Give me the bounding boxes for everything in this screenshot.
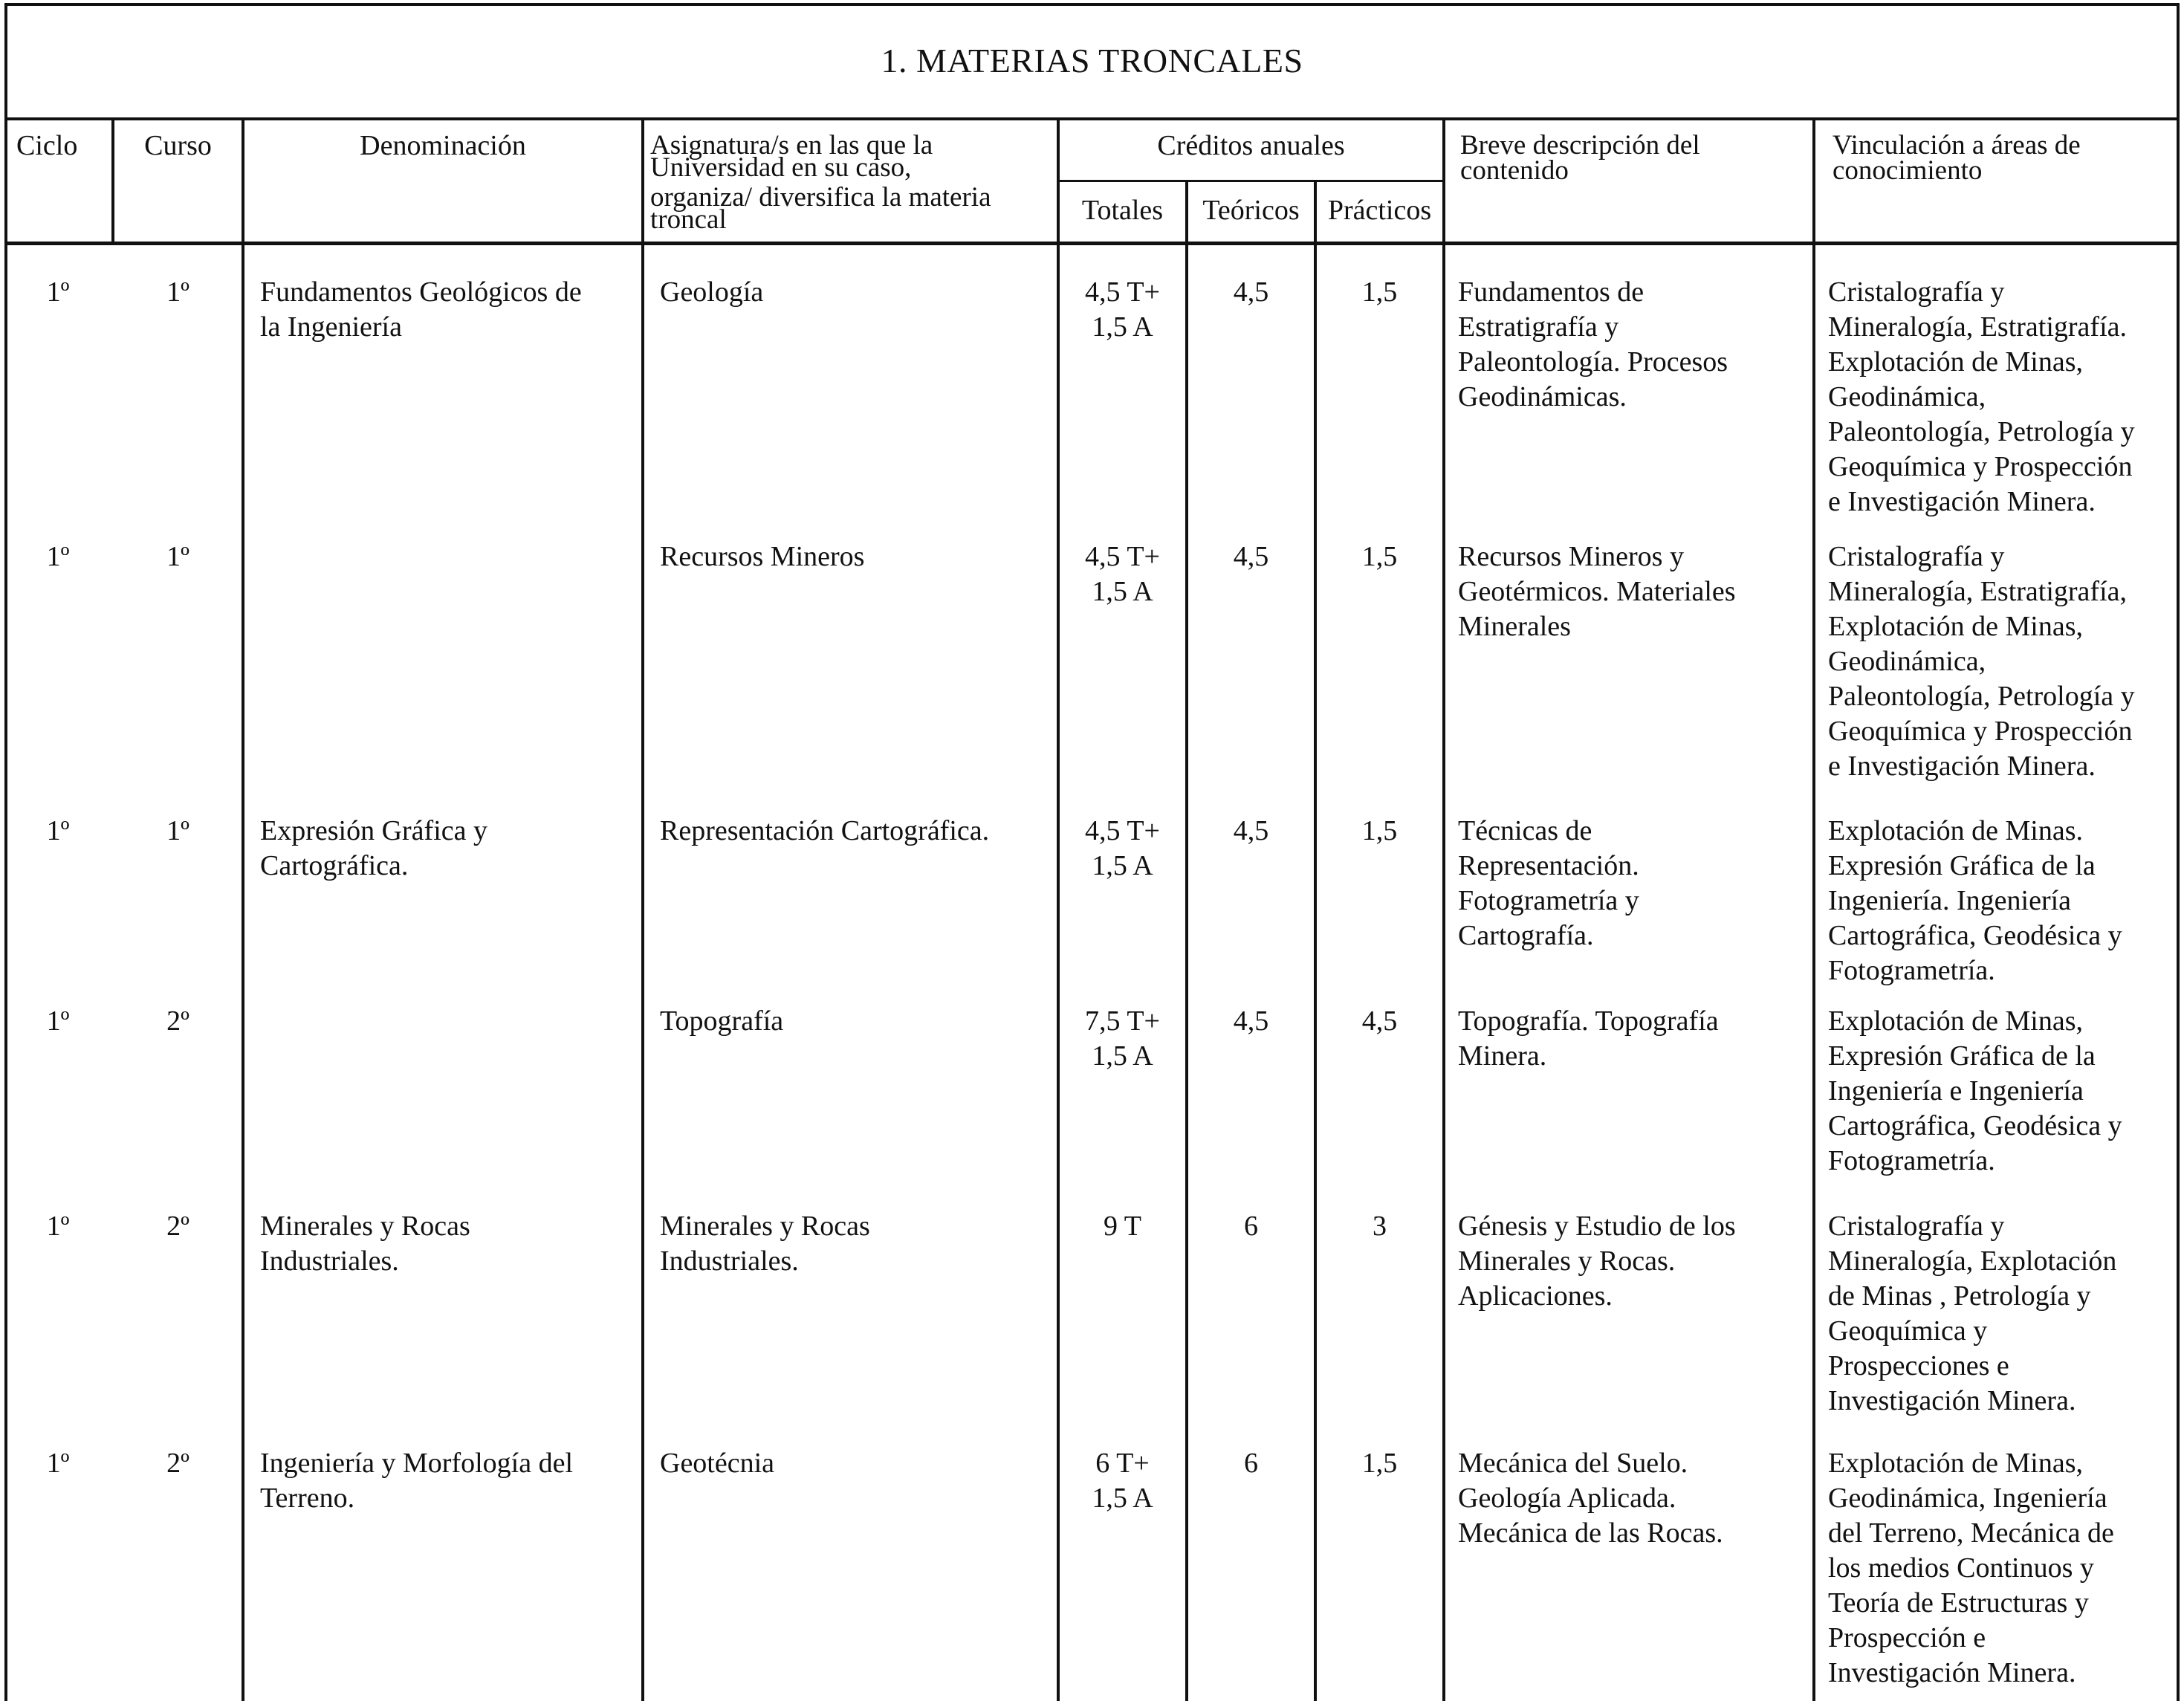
cell-teoricos: 6 <box>1244 1211 1258 1242</box>
header-asignatura-line: organiza/ diversifica la materia <box>650 182 991 213</box>
cell-curso: 2º <box>166 1448 189 1479</box>
cell-ciclo: 1º <box>46 1448 70 1479</box>
cell-teoricos: 6 <box>1244 1448 1258 1479</box>
cell-descripcion: Fotogrametría y <box>1458 885 1639 916</box>
cell-denominacion: Terreno. <box>260 1483 355 1514</box>
header-vinculacion-line: Vinculación a áreas de <box>1833 130 2081 161</box>
header-teoricos: Teóricos <box>1202 195 1300 226</box>
cell-curso: 1º <box>166 541 189 572</box>
header-curso: Curso <box>144 130 212 161</box>
cell-descripcion: Génesis y Estudio de los <box>1458 1211 1736 1242</box>
cell-vinculacion: de Minas , Petrología y <box>1828 1280 2091 1312</box>
col-divider-8 <box>1812 119 1815 1701</box>
header-totales: Totales <box>1081 195 1164 226</box>
cell-totales: 1,5 A <box>1092 576 1153 607</box>
cell-teoricos: 4,5 <box>1233 276 1269 308</box>
col-divider-2 <box>242 119 244 1701</box>
cell-vinculacion: Cartográfica, Geodésica y <box>1828 1110 2122 1141</box>
cell-descripcion: Cartografía. <box>1458 920 1594 951</box>
cell-vinculacion: e Investigación Minera. <box>1828 751 2096 782</box>
cell-denominacion: la Ingeniería <box>260 311 402 343</box>
cell-descripcion: Minerales <box>1458 611 1571 642</box>
header-creditos: Créditos anuales <box>1157 130 1345 161</box>
header-ciclo: Ciclo <box>16 130 78 161</box>
cell-descripcion: Aplicaciones. <box>1458 1280 1613 1312</box>
cell-vinculacion: Geoquímica y Prospección <box>1828 716 2133 747</box>
cell-teoricos: 4,5 <box>1233 541 1269 572</box>
cell-totales: 1,5 A <box>1092 1483 1153 1514</box>
cell-vinculacion: Geoquímica y Prospección <box>1828 451 2133 482</box>
cell-vinculacion: Investigación Minera. <box>1828 1385 2076 1416</box>
cell-descripcion: Estratigrafía y <box>1458 311 1619 343</box>
cell-denominacion: Industriales. <box>260 1245 399 1277</box>
cell-totales: 1,5 A <box>1092 850 1153 881</box>
cell-ciclo: 1º <box>46 1211 70 1242</box>
cell-vinculacion: Paleontología, Petrología y <box>1828 681 2135 712</box>
cell-vinculacion: Expresión Gráfica de la <box>1828 850 2096 881</box>
cell-totales: 1,5 A <box>1092 311 1153 343</box>
cell-vinculacion: del Terreno, Mecánica de <box>1828 1517 2114 1549</box>
cell-vinculacion: Explotación de Minas, <box>1828 611 2083 642</box>
cell-practicos: 4,5 <box>1361 1005 1398 1037</box>
cell-vinculacion: Paleontología, Petrología y <box>1828 416 2135 447</box>
cell-descripcion: Topografía. Topografía <box>1458 1005 1719 1037</box>
cell-vinculacion: Geodinámica, Ingeniería <box>1828 1483 2107 1514</box>
cell-ciclo: 1º <box>46 1005 70 1037</box>
cell-ciclo: 1º <box>46 541 70 572</box>
cell-vinculacion: Cristalografía y <box>1828 276 2005 308</box>
col-divider-3 <box>641 119 644 1701</box>
cell-vinculacion: Ingeniería. Ingeniería <box>1828 885 2072 916</box>
cell-vinculacion: Explotación de Minas. <box>1828 815 2083 846</box>
cell-vinculacion: Mineralogía, Explotación <box>1828 1245 2117 1277</box>
cell-totales: 1,5 A <box>1092 1040 1153 1072</box>
cell-asignatura: Geología <box>660 276 764 308</box>
cell-teoricos: 4,5 <box>1233 1005 1269 1037</box>
cell-totales: 4,5 T+ <box>1085 541 1160 572</box>
cell-practicos: 1,5 <box>1361 276 1398 308</box>
header-asignatura-line: troncal <box>650 204 727 235</box>
cell-curso: 1º <box>166 276 189 308</box>
cell-denominacion: Ingeniería y Morfología del <box>260 1448 574 1479</box>
header-asignatura-line: Asignatura/s en las que la <box>650 130 933 161</box>
cell-vinculacion: Fotogrametría. <box>1828 1145 1995 1176</box>
cell-denominacion: Cartográfica. <box>260 850 409 881</box>
cell-asignatura: Recursos Mineros <box>660 541 865 572</box>
cell-vinculacion: Geodinámica, <box>1828 646 1986 677</box>
cell-descripcion: Paleontología. Procesos <box>1458 346 1728 378</box>
cell-vinculacion: Investigación Minera. <box>1828 1657 2076 1688</box>
header-denominacion: Denominación <box>360 130 526 161</box>
cell-asignatura: Topografía <box>660 1005 784 1037</box>
cell-totales: 4,5 T+ <box>1085 276 1160 308</box>
cell-vinculacion: Ingeniería e Ingeniería <box>1828 1075 2084 1107</box>
cell-vinculacion: e Investigación Minera. <box>1828 486 2096 517</box>
cell-practicos: 3 <box>1373 1211 1387 1242</box>
cell-curso: 2º <box>166 1005 189 1037</box>
header-descripcion-line: Breve descripción del <box>1460 130 1700 161</box>
cell-descripcion: Geodinámicas. <box>1458 381 1627 412</box>
cell-vinculacion: Prospección e <box>1828 1622 1986 1653</box>
cell-denominacion: Fundamentos Geológicos de <box>260 276 582 308</box>
creditos-divider <box>1058 180 1443 182</box>
cell-descripcion: Minera. <box>1458 1040 1547 1072</box>
cell-totales: 9 T <box>1103 1211 1142 1242</box>
cell-vinculacion: Cartográfica, Geodésica y <box>1828 920 2122 951</box>
cell-practicos: 1,5 <box>1361 1448 1398 1479</box>
cell-vinculacion: Cristalografía y <box>1828 1211 2005 1242</box>
cell-vinculacion: Teoría de Estructuras y <box>1828 1587 2089 1619</box>
cell-practicos: 1,5 <box>1361 815 1398 846</box>
cell-practicos: 1,5 <box>1361 541 1398 572</box>
header-divider <box>4 242 2180 245</box>
cell-vinculacion: Explotación de Minas, <box>1828 1005 2083 1037</box>
cell-descripcion: Geotérmicos. Materiales <box>1458 576 1736 607</box>
cell-denominacion: Minerales y Rocas <box>260 1211 470 1242</box>
page-title: 1. MATERIAS TRONCALES <box>881 42 1303 80</box>
cell-vinculacion: Expresión Gráfica de la <box>1828 1040 2096 1072</box>
cell-totales: 6 T+ <box>1095 1448 1150 1479</box>
cell-descripcion: Fundamentos de <box>1458 276 1645 308</box>
cell-asignatura: Geotécnia <box>660 1448 775 1479</box>
cell-curso: 1º <box>166 815 189 846</box>
cell-vinculacion: Mineralogía, Estratigrafía. <box>1828 311 2128 343</box>
cell-vinculacion: los medios Continuos y <box>1828 1552 2094 1584</box>
cell-descripcion: Representación. <box>1458 850 1639 881</box>
cell-ciclo: 1º <box>46 815 70 846</box>
cell-vinculacion: Geoquímica y <box>1828 1315 1988 1347</box>
cell-vinculacion: Fotogrametría. <box>1828 955 1995 986</box>
cell-descripcion: Geología Aplicada. <box>1458 1483 1676 1514</box>
cell-totales: 7,5 T+ <box>1085 1005 1160 1037</box>
cell-asignatura: Representación Cartográfica. <box>660 815 990 846</box>
cell-vinculacion: Geodinámica, <box>1828 381 1986 412</box>
cell-denominacion: Expresión Gráfica y <box>260 815 487 846</box>
title-divider <box>4 117 2180 120</box>
cell-descripcion: Minerales y Rocas. <box>1458 1245 1676 1277</box>
cell-vinculacion: Mineralogía, Estratigrafía, <box>1828 576 2128 607</box>
header-practicos: Prácticos <box>1327 195 1432 226</box>
header-descripcion-line: contenido <box>1460 155 1569 186</box>
cell-asignatura: Minerales y Rocas <box>660 1211 870 1242</box>
header-asignatura-line: Universidad en su caso, <box>650 152 912 183</box>
cell-descripcion: Mecánica de las Rocas. <box>1458 1517 1723 1549</box>
cell-totales: 4,5 T+ <box>1085 815 1160 846</box>
cell-vinculacion: Explotación de Minas, <box>1828 1448 2083 1479</box>
cell-curso: 2º <box>166 1211 189 1242</box>
cell-vinculacion: Prospecciones e <box>1828 1350 2009 1381</box>
cell-descripcion: Recursos Mineros y <box>1458 541 1684 572</box>
cell-vinculacion: Explotación de Minas, <box>1828 346 2083 378</box>
cell-descripcion: Mecánica del Suelo. <box>1458 1448 1688 1479</box>
cell-asignatura: Industriales. <box>660 1245 799 1277</box>
cell-teoricos: 4,5 <box>1233 815 1269 846</box>
col-divider-7 <box>1442 119 1445 1701</box>
cell-ciclo: 1º <box>46 276 70 308</box>
cell-vinculacion: Cristalografía y <box>1828 541 2005 572</box>
header-vinculacion-line: conocimiento <box>1833 155 1983 186</box>
cell-descripcion: Técnicas de <box>1458 815 1592 846</box>
